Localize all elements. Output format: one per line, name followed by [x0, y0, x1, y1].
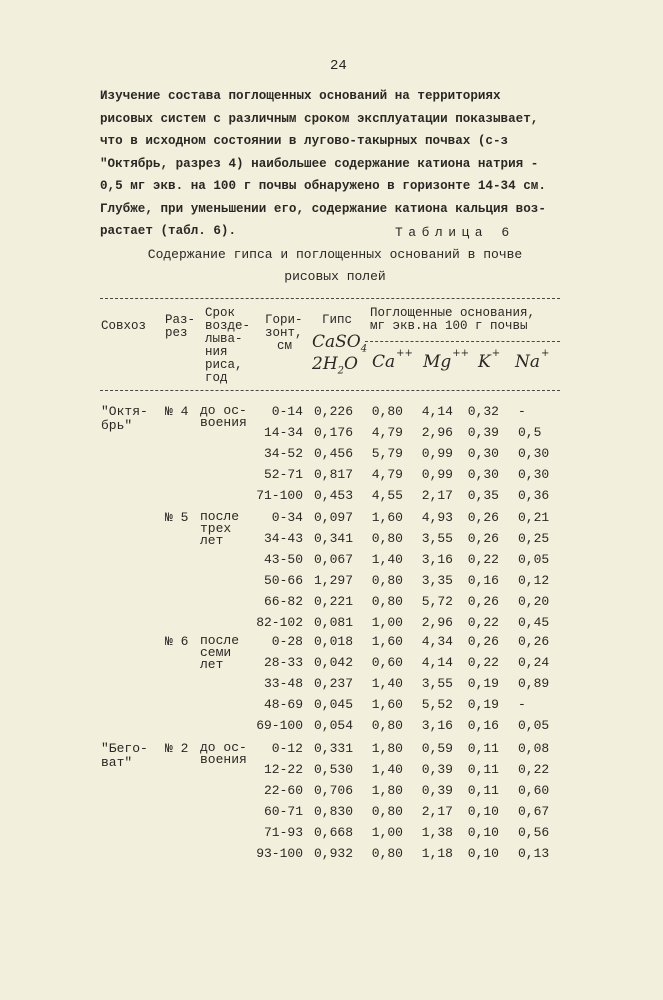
cell-mg: 4,34: [421, 634, 453, 649]
cell-gips: 0,067: [313, 552, 353, 567]
cell-ca: 1,40: [371, 552, 403, 567]
cell-mg: 3,35: [421, 573, 453, 588]
cell-mg: 4,14: [421, 655, 453, 670]
cell-gips: 0,042: [313, 655, 353, 670]
cell-na: 0,5: [518, 425, 542, 440]
cell-ca: 0,80: [371, 531, 403, 546]
cell-gips: 0,456: [313, 446, 353, 461]
cell-k: 0,19: [467, 697, 499, 712]
cell-k: 0,26: [467, 510, 499, 525]
cell-ca: 1,60: [371, 510, 403, 525]
cell-k: 0,22: [467, 655, 499, 670]
srok-line: лет: [200, 533, 224, 548]
sovkhoz-line: брь": [101, 418, 133, 433]
cell-k: 0,19: [467, 676, 499, 691]
cell-gips: 0,045: [313, 697, 353, 712]
header-bottom-rule: [100, 390, 560, 391]
cell-gorizont: 71-93: [263, 825, 303, 840]
sovkhoz-line: ват": [101, 755, 133, 770]
srok-line: трех: [200, 521, 232, 536]
cell-mg: 5,72: [421, 594, 453, 609]
cell-gorizont: 48-69: [263, 697, 303, 712]
cell-ca: 1,40: [371, 762, 403, 777]
cell-ca: 0,80: [371, 718, 403, 733]
cell-mg: 3,16: [421, 552, 453, 567]
cell-k: 0,11: [467, 762, 499, 777]
cell-gorizont: 52-71: [263, 467, 303, 482]
cell-ca: 1,80: [371, 741, 403, 756]
cell-razrez: № 2: [165, 741, 189, 756]
cell-k: 0,30: [467, 467, 499, 482]
cell-gips: 0,932: [313, 846, 353, 861]
cell-na: -: [518, 404, 526, 419]
cell-gips: 0,668: [313, 825, 353, 840]
cell-gips: 0,176: [313, 425, 353, 440]
cell-razrez: № 4: [165, 404, 189, 419]
sovkhoz-line: "Октя-: [101, 404, 148, 419]
cell-na: 0,20: [518, 594, 550, 609]
cell-mg: 0,99: [421, 446, 453, 461]
cell-ca: 5,79: [371, 446, 403, 461]
paragraph-line: рисовых систем с различным сроком эксплуатации показывает,: [100, 111, 539, 126]
srok-line: до ос-: [200, 740, 247, 755]
cell-gips: 1,297: [313, 573, 353, 588]
cell-k: 0,22: [467, 615, 499, 630]
header-gips: Гипс: [322, 313, 353, 327]
page-number: 24: [330, 58, 347, 74]
cell-gorizont: 69-100: [256, 718, 303, 733]
cell-gips: 0,530: [313, 762, 353, 777]
cell-mg: 4,93: [421, 510, 453, 525]
cell-gorizont: 12-22: [263, 762, 303, 777]
cell-k: 0,16: [467, 573, 499, 588]
paragraph-line: что в исходном состоянии в лугово-такырных почвах (с-з: [100, 134, 509, 148]
header-gorizont: Гори- зонт, см: [265, 313, 303, 353]
cell-k: 0,16: [467, 718, 499, 733]
cell-sovkhoz: [101, 742, 148, 770]
cell-k: 0,39: [467, 425, 499, 440]
cell-mg: 2,96: [421, 615, 453, 630]
cell-gorizont: 28-33: [263, 655, 303, 670]
cell-na: 0,30: [518, 467, 550, 482]
cell-na: 0,05: [518, 552, 550, 567]
cell-k: 0,10: [467, 825, 499, 840]
paragraph-line: растает (табл. 6).: [100, 224, 237, 238]
cell-gorizont: 0-12: [271, 741, 303, 756]
cation-mg: Mg++: [423, 348, 470, 372]
cell-na: 0,30: [518, 446, 550, 461]
cell-ca: 1,40: [371, 676, 403, 691]
cell-razrez: № 6: [165, 634, 189, 649]
cell-gorizont: 34-43: [263, 531, 303, 546]
paragraph-line: 0,5 мг экв. на 100 г почвы обнаружено в горизонте 14-34 см.: [100, 179, 546, 193]
cell-na: 0,26: [518, 634, 550, 649]
cell-gorizont: 0-28: [271, 634, 303, 649]
cell-mg: 4,14: [421, 404, 453, 419]
cell-k: 0,11: [467, 783, 499, 798]
cell-na: 0,24: [518, 655, 550, 670]
srok-line: до ос-: [200, 403, 247, 418]
paragraph-line: Изучение состава поглощенных оснований на территориях: [100, 89, 501, 103]
table-top-rule: [100, 298, 560, 299]
cell-k: 0,26: [467, 594, 499, 609]
cell-ca: 1,80: [371, 783, 403, 798]
cell-ca: 4,79: [371, 467, 403, 482]
cell-k: 0,35: [467, 488, 499, 503]
gips-formula: CaSO$_4$: [312, 332, 368, 355]
cation-k: K+: [478, 348, 501, 372]
cell-na: 0,25: [518, 531, 550, 546]
cell-gips: 0,237: [313, 676, 353, 691]
cell-gips: 0,018: [313, 634, 353, 649]
header-sovkhoz: Совхоз: [101, 319, 147, 333]
cell-gips: 0,341: [313, 531, 353, 546]
cell-mg: 2,96: [421, 425, 453, 440]
header-razrez: Раз- рез: [165, 313, 196, 340]
cell-mg: 0,39: [421, 783, 453, 798]
cell-ca: 4,55: [371, 488, 403, 503]
cell-na: 0,60: [518, 783, 550, 798]
cell-k: 0,26: [467, 634, 499, 649]
cell-gips: 0,097: [313, 510, 353, 525]
cell-ca: 1,60: [371, 634, 403, 649]
srok-line: после: [200, 633, 240, 648]
cell-mg: 0,99: [421, 467, 453, 482]
cell-ca: 1,60: [371, 697, 403, 712]
cell-gorizont: 0-34: [271, 510, 303, 525]
cell-gorizont: 33-48: [263, 676, 303, 691]
cell-k: 0,30: [467, 446, 499, 461]
table-label: Таблица 6: [395, 225, 515, 240]
cell-na: 0,36: [518, 488, 550, 503]
cell-ca: 0,80: [371, 846, 403, 861]
cell-gorizont: 93-100: [256, 846, 303, 861]
cell-na: 0,05: [518, 718, 550, 733]
cell-gips: 0,706: [313, 783, 353, 798]
cell-k: 0,26: [467, 531, 499, 546]
cell-gorizont: 50-66: [263, 573, 303, 588]
cell-ca: 4,79: [371, 425, 403, 440]
cell-gips: 0,453: [313, 488, 353, 503]
cell-na: 0,67: [518, 804, 550, 819]
srok-line: лет: [200, 657, 224, 672]
cell-razrez: № 5: [165, 510, 189, 525]
cell-k: 0,32: [467, 404, 499, 419]
cell-mg: 3,55: [421, 531, 453, 546]
cell-gips: 0,830: [313, 804, 353, 819]
cell-gorizont: 82-102: [256, 615, 303, 630]
cell-gips: 0,226: [313, 404, 353, 419]
cell-gorizont: 22-60: [263, 783, 303, 798]
header-srok: Срок возде- лыва- ния риса, год: [205, 306, 251, 385]
srok-line: семи: [200, 645, 232, 660]
cation-na: Na+: [515, 348, 550, 372]
srok-line: воения: [200, 752, 247, 767]
cation-ca: Ca++: [372, 348, 413, 372]
cell-gorizont: 71-100: [256, 488, 303, 503]
bases-subrule: [365, 341, 560, 342]
cell-gorizont: 34-52: [263, 446, 303, 461]
caption-line: Содержание гипса и поглощенных оснований в почве: [147, 247, 523, 262]
cell-k: 0,10: [467, 804, 499, 819]
cell-gorizont: 66-82: [263, 594, 303, 609]
cell-k: 0,22: [467, 552, 499, 567]
cell-gorizont: 0-14: [271, 404, 303, 419]
cell-gips: 0,054: [313, 718, 353, 733]
cell-mg: 0,59: [421, 741, 453, 756]
cell-ca: 0,80: [371, 804, 403, 819]
cell-mg: 2,17: [421, 804, 453, 819]
cell-mg: 0,39: [421, 762, 453, 777]
cell-gips: 0,331: [313, 741, 353, 756]
cell-na: 0,22: [518, 762, 550, 777]
header-bases: Поглощенные основания, мг экв.на 100 г почвы: [370, 306, 536, 333]
cell-mg: 5,52: [421, 697, 453, 712]
cell-na: 0,13: [518, 846, 550, 861]
cell-na: 0,12: [518, 573, 550, 588]
cell-ca: 0,80: [371, 594, 403, 609]
body-paragraph: [100, 85, 600, 243]
cell-mg: 3,55: [421, 676, 453, 691]
cell-k: 0,11: [467, 741, 499, 756]
cell-gorizont: 43-50: [263, 552, 303, 567]
cell-gorizont: 60-71: [263, 804, 303, 819]
cell-na: -: [518, 697, 526, 712]
cell-sovkhoz: [101, 405, 148, 433]
cell-mg: 1,38: [421, 825, 453, 840]
cell-ca: 1,00: [371, 825, 403, 840]
cell-ca: 0,80: [371, 404, 403, 419]
srok-line: после: [200, 509, 240, 524]
cell-gips: 0,817: [313, 467, 353, 482]
cell-ca: 0,60: [371, 655, 403, 670]
sovkhoz-line: "Бего-: [101, 741, 148, 756]
paragraph-line: Глубже, при уменьшении его, содержание катиона кальция воз-: [100, 201, 546, 216]
cell-mg: 3,16: [421, 718, 453, 733]
cell-gips: 0,081: [313, 615, 353, 630]
cell-mg: 1,18: [421, 846, 453, 861]
table-caption: [100, 244, 570, 288]
cell-na: 0,45: [518, 615, 550, 630]
cell-mg: 2,17: [421, 488, 453, 503]
cell-ca: 0,80: [371, 573, 403, 588]
cell-ca: 1,00: [371, 615, 403, 630]
cell-na: 0,89: [518, 676, 550, 691]
gips-formula-water: $2H_2O$: [312, 354, 358, 377]
caption-line: рисовых полей: [284, 269, 386, 284]
cell-na: 0,56: [518, 825, 550, 840]
srok-line: воения: [200, 415, 247, 430]
cell-gips: 0,221: [313, 594, 353, 609]
paragraph-line: "Октябрь, разрез 4) наибольшее содержание катиона натрия -: [100, 156, 539, 171]
cell-na: 0,21: [518, 510, 550, 525]
cell-k: 0,10: [467, 846, 499, 861]
cell-gorizont: 14-34: [263, 425, 303, 440]
cell-na: 0,08: [518, 741, 550, 756]
